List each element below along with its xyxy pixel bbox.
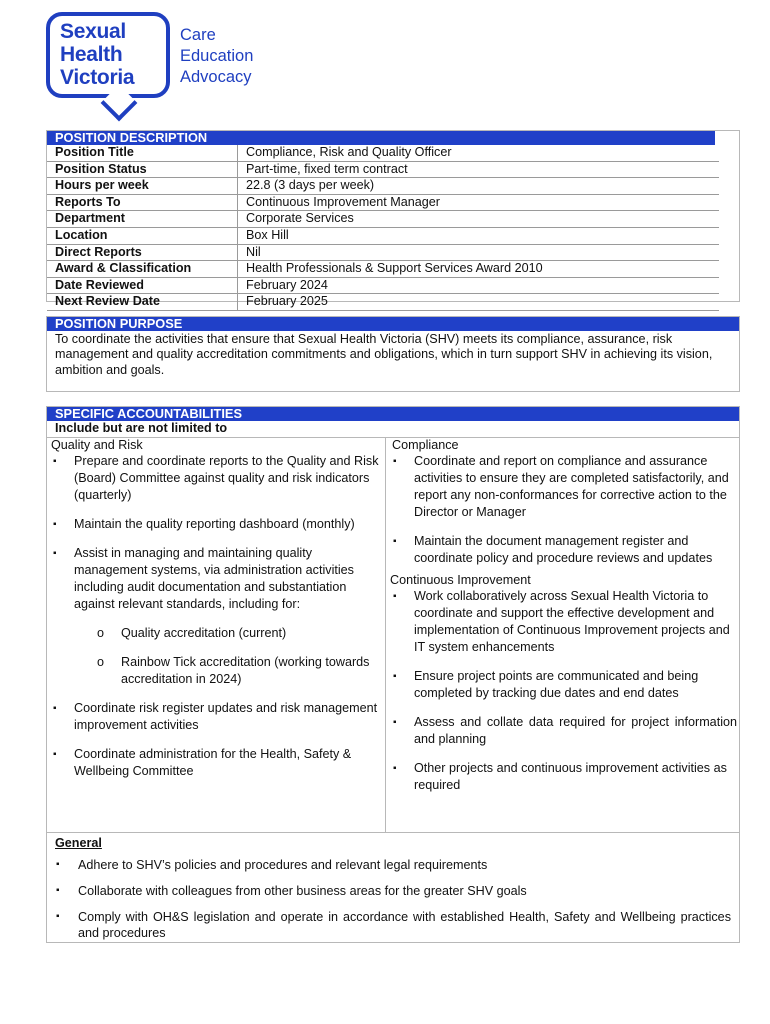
table-row [47, 261, 719, 278]
logo-line-2: Health [60, 43, 123, 66]
row-value: Corporate Services [246, 211, 354, 226]
general-title: General [55, 836, 102, 850]
quality-risk-title: Quality and Risk [51, 438, 143, 452]
logo-line-3: Victoria [60, 66, 135, 89]
row-value: Nil [246, 244, 261, 259]
specific-accountabilities-section [46, 406, 740, 943]
list-item: ▪ Maintain the document management register and coordinate policy and procedure reviews and updates [387, 533, 737, 567]
quality-risk-column [47, 438, 386, 832]
list-item: ▪ Coordinate administration for the Health, Safety & Wellbeing Committee [47, 746, 385, 780]
list-item: ▪ Prepare and coordinate reports to the Quality and Risk (Board) Committee against quality and risk indicators (quarterly) [47, 453, 385, 504]
table-row [47, 228, 719, 245]
logo-wordmark [60, 20, 134, 89]
row-value: February 2025 [246, 294, 328, 309]
table-row [47, 145, 719, 162]
row-value: 22.8 (3 days per week) [246, 178, 375, 193]
accountabilities-heading: SPECIFIC ACCOUNTABILITIES [47, 407, 739, 421]
general-section [47, 832, 739, 951]
row-value: Compliance, Risk and Quality Officer [246, 145, 452, 159]
compliance-title: Compliance [392, 438, 459, 452]
list-item: ▪ Work collaboratively across Sexual Health Victoria to coordinate and support the effective development and implementation of Continuous Improvement projects and IT system enhancements [387, 588, 737, 656]
shv-logo [46, 12, 276, 120]
row-value: Box Hill [246, 227, 289, 242]
continuous-improvement-title: Continuous Improvement [390, 573, 531, 587]
accountabilities-subheading: Include but are not limited to [47, 421, 739, 438]
list-item: ▪ Assess and collate data required for project information and planning [387, 714, 737, 748]
table-row [47, 278, 719, 295]
sub-list-item: o Rainbow Tick accreditation (working towards accreditation in 2024) [47, 654, 385, 688]
list-item: ▪ Coordinate risk register updates and risk management improvement activities [47, 700, 385, 734]
list-item: ▪ Maintain the quality reporting dashboard (monthly) [47, 516, 385, 533]
row-label: Date Reviewed [47, 278, 238, 294]
table-row [47, 178, 719, 195]
tagline-advocacy: Advocacy [180, 68, 252, 86]
row-value: February 2024 [246, 277, 328, 292]
position-description-rows [47, 145, 719, 311]
list-item: ▪ Ensure project points are communicated and being completed by tracking due dates and end dates [387, 668, 737, 702]
position-description-heading: POSITION DESCRIPTION [47, 131, 715, 145]
list-item: ▪ Comply with OH&S legislation and operate in accordance with established Health, Safety and Wellbeing practices and procedures [47, 909, 731, 941]
row-value: Continuous Improvement Manager [246, 194, 440, 209]
position-description-table [46, 130, 740, 309]
row-label: Next Review Date [47, 294, 238, 310]
row-label: Award & Classification [47, 261, 238, 277]
position-purpose-text: To coordinate the activities that ensure that Sexual Health Victoria (SHV) meets its compliance, assurance, risk management and quality accreditation commitments and obligations, which in turn support SHV in achieving its vision, ambition and goals. [55, 332, 713, 377]
logo-line-1: Sexual [60, 20, 126, 43]
list-item: ▪ Other projects and continuous improvement activities as required [387, 760, 737, 794]
position-purpose-heading: POSITION PURPOSE [47, 317, 739, 331]
compliance-column [387, 438, 737, 832]
row-label: Hours per week [47, 178, 238, 194]
list-item: ▪ Assist in managing and maintaining quality management systems, via administration activities including audit documentation and substantiation against relevant standards, including for: [47, 545, 385, 613]
logo-tagline [180, 25, 253, 88]
table-row [47, 294, 719, 311]
list-item: ▪ Adhere to SHV’s policies and procedures and relevant legal requirements [47, 857, 731, 873]
sub-list-item: o Quality accreditation (current) [47, 625, 385, 642]
row-value: Health Professionals & Support Services Award 2010 [246, 261, 543, 276]
tagline-education: Education [180, 47, 254, 65]
row-label: Department [47, 211, 238, 227]
accountabilities-columns [47, 438, 739, 832]
table-row [47, 162, 719, 179]
table-row [47, 195, 719, 212]
list-item: ▪ Coordinate and report on compliance and assurance activities to ensure they are completed satisfactorily, and report any non-conformances for corrective action to the Director or Manager [387, 453, 737, 521]
list-item: ▪ Collaborate with colleagues from other business areas for the greater SHV goals [47, 883, 731, 899]
row-label: Location [47, 228, 238, 244]
row-label: Reports To [47, 195, 238, 211]
row-label: Direct Reports [47, 245, 238, 261]
row-label: Position Title [47, 145, 238, 161]
position-purpose-section [46, 316, 740, 392]
table-row [47, 211, 719, 228]
tagline-care: Care [180, 26, 216, 44]
row-value: Part-time, fixed term contract [246, 161, 408, 176]
row-label: Position Status [47, 162, 238, 178]
table-row [47, 245, 719, 262]
